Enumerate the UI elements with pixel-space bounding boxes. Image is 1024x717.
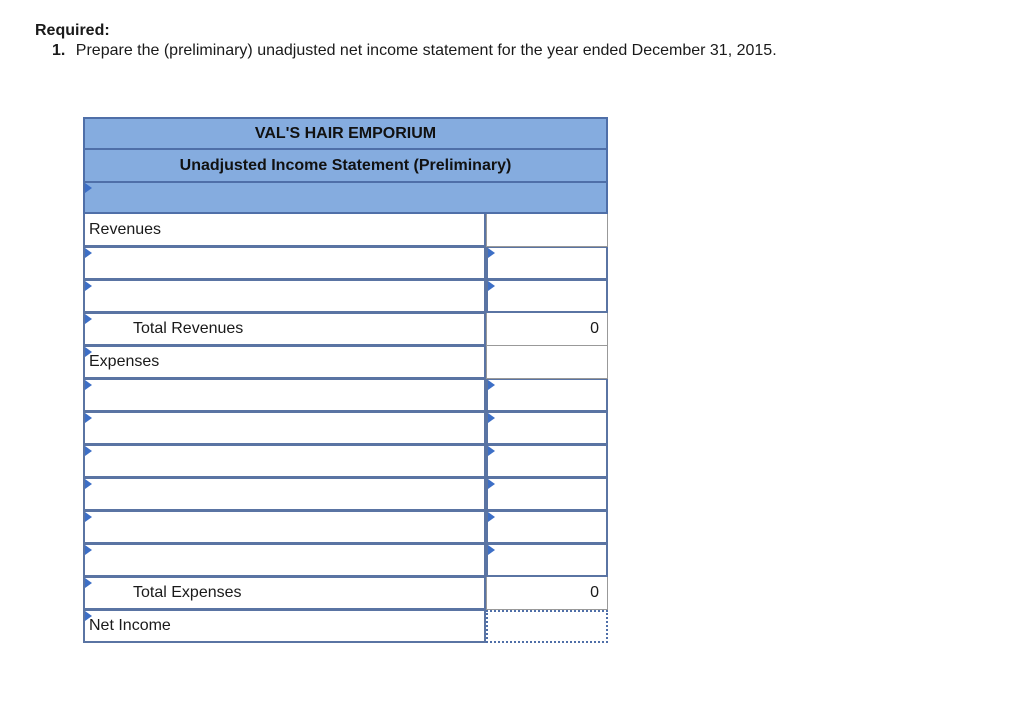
input-marker-icon (85, 446, 92, 456)
expenses-label: Expenses (89, 353, 160, 370)
input-marker-icon (85, 578, 92, 588)
revenue-row (83, 280, 608, 313)
net-income-label: Net Income (89, 617, 171, 634)
expense-row (83, 511, 608, 544)
revenue-amount-input[interactable] (486, 280, 608, 313)
period-input[interactable] (83, 181, 608, 214)
expense-row (83, 445, 608, 478)
income-statement-worksheet (83, 117, 608, 643)
expense-amount-input[interactable] (486, 412, 608, 445)
question-line (52, 42, 777, 60)
question-text: Prepare the (preliminary) unadjusted net income statement for the year ended December 31, 2015. (75, 42, 777, 59)
input-marker-icon (85, 281, 92, 291)
revenue-account-input[interactable] (83, 247, 486, 280)
expenses-header-value (486, 346, 608, 379)
net-income-label-input[interactable] (83, 610, 486, 643)
input-marker-icon (85, 314, 92, 324)
statement-title: Unadjusted Income Statement (Preliminary) (83, 148, 608, 181)
required-heading: Required: (35, 22, 110, 39)
input-marker-icon (488, 479, 495, 489)
total-expenses-label-input[interactable] (83, 577, 486, 610)
question-number: 1. (52, 42, 66, 59)
expense-account-input[interactable] (83, 379, 486, 412)
expense-amount-input[interactable] (486, 379, 608, 412)
company-name: VAL'S HAIR EMPORIUM (83, 117, 608, 148)
net-income-row (83, 610, 608, 643)
input-marker-icon (85, 479, 92, 489)
expense-account-input[interactable] (83, 478, 486, 511)
total-revenues-row (83, 313, 608, 346)
input-marker-icon (488, 380, 495, 390)
input-marker-icon (85, 545, 92, 555)
total-expenses-value: 0 (486, 577, 608, 610)
expense-row (83, 544, 608, 577)
expense-account-input[interactable] (83, 445, 486, 478)
input-marker-icon (488, 413, 495, 423)
total-expenses-row (83, 577, 608, 610)
input-marker-icon (488, 248, 495, 258)
expense-row (83, 412, 608, 445)
expense-account-input[interactable] (83, 511, 486, 544)
expenses-label-input[interactable] (83, 346, 486, 379)
input-marker-icon (488, 446, 495, 456)
revenues-label: Revenues (83, 214, 486, 247)
input-marker-icon (488, 281, 495, 291)
input-marker-icon (488, 545, 495, 555)
expense-amount-input[interactable] (486, 478, 608, 511)
expense-amount-input[interactable] (486, 511, 608, 544)
total-revenues-label-input[interactable] (83, 313, 486, 346)
expense-account-input[interactable] (83, 412, 486, 445)
total-expenses-label: Total Expenses (133, 584, 242, 601)
input-marker-icon (85, 347, 92, 357)
expense-row (83, 379, 608, 412)
revenue-account-input[interactable] (83, 280, 486, 313)
input-marker-icon (85, 183, 92, 193)
input-marker-icon (85, 611, 92, 621)
expense-amount-input[interactable] (486, 445, 608, 478)
total-revenues-value: 0 (486, 313, 608, 346)
input-marker-icon (85, 413, 92, 423)
revenues-header-value (486, 214, 608, 247)
input-marker-icon (85, 512, 92, 522)
revenues-header-row (83, 214, 608, 247)
net-income-value (486, 610, 608, 643)
input-marker-icon (85, 380, 92, 390)
expense-row (83, 478, 608, 511)
expenses-header-row (83, 346, 608, 379)
expense-account-input[interactable] (83, 544, 486, 577)
input-marker-icon (488, 512, 495, 522)
total-revenues-label: Total Revenues (133, 320, 244, 337)
expense-amount-input[interactable] (486, 544, 608, 577)
revenue-row (83, 247, 608, 280)
input-marker-icon (85, 248, 92, 258)
revenue-amount-input[interactable] (486, 247, 608, 280)
